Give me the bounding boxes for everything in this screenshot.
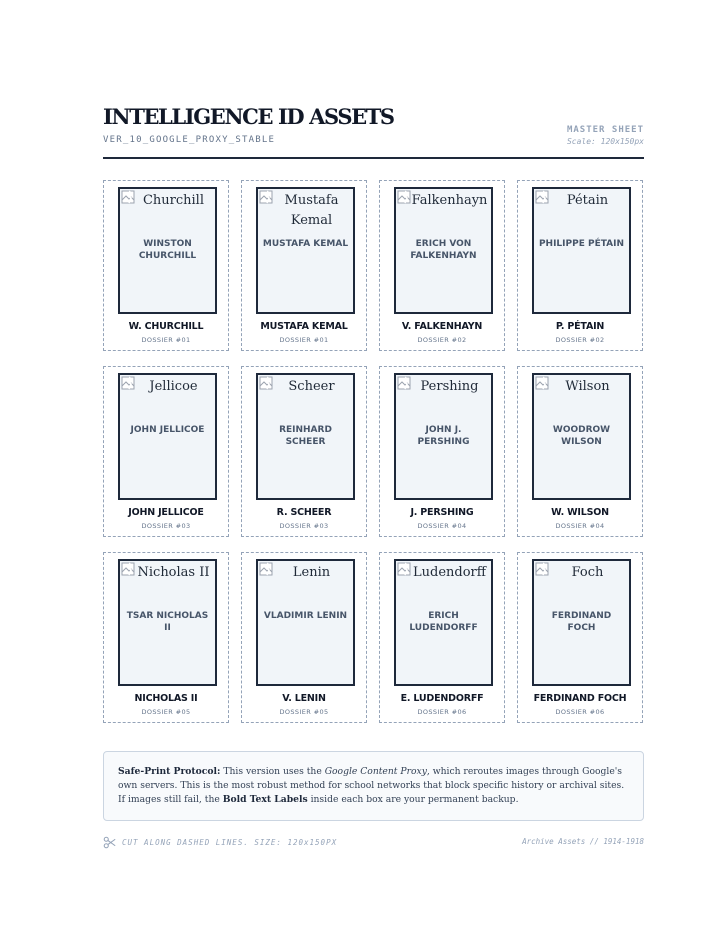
id-card (517, 180, 643, 351)
dossier-number: DOSSIER #01 (279, 336, 329, 344)
card-name: P. PÉTAIN (555, 321, 605, 332)
version-subtitle: VER_10_GOOGLE_PROXY_STABLE (103, 135, 276, 145)
card-name: NICHOLAS II (134, 693, 198, 704)
note-bold-labels: Bold Text Labels (222, 794, 308, 805)
note-lead: Safe-Print Protocol: (118, 766, 221, 777)
dossier-number: DOSSIER #06 (417, 708, 467, 716)
backup-text-label: MUSTAFA KEMAL (262, 239, 349, 249)
card-name: V. FALKENHAYN (401, 321, 483, 332)
photo-alt-text: Scheer (288, 379, 335, 394)
photo-frame (532, 373, 631, 500)
note-text-3: inside each box are your permanent backup. (307, 794, 519, 805)
id-card (103, 552, 229, 723)
backup-text-label: REINHARD SCHEER (279, 425, 332, 447)
card-name: JOHN JELLICOE (128, 507, 204, 518)
backup-text-label: WOODROW WILSON (552, 425, 611, 447)
dossier-number: DOSSIER #05 (279, 708, 329, 716)
card-name: W. CHURCHILL (128, 321, 204, 332)
card-name: V. LENIN (282, 693, 326, 704)
id-card (103, 366, 229, 537)
backup-text-label: ERICH LUDENDORFF (409, 611, 478, 633)
backup-text-label: ERICH VON FALKENHAYN (410, 239, 477, 261)
dossier-number: DOSSIER #02 (417, 336, 467, 344)
id-card (517, 366, 643, 537)
photo-frame (532, 187, 631, 314)
page-title: INTELLIGENCE ID ASSETS (103, 104, 394, 129)
dossier-number: DOSSIER #03 (279, 522, 329, 530)
photo-frame (256, 187, 355, 314)
header-divider (103, 157, 644, 159)
photo-alt-text: Churchill (142, 193, 205, 208)
archive-label: Archive Assets // 1914-1918 (522, 837, 644, 846)
dossier-number: DOSSIER #05 (141, 708, 191, 716)
note-text-1: This version uses the (220, 766, 325, 777)
id-card (103, 180, 229, 351)
cut-instructions (103, 836, 337, 849)
master-sheet-label: MASTER SHEET (566, 125, 644, 135)
photo-alt-text: Wilson (565, 379, 610, 394)
id-card (517, 552, 643, 723)
photo-frame (118, 373, 217, 500)
note-text-2: , which reroutes images through Google's own servers. This is the most robust method for school networks that block specific history or archival sites. If images still fail, the (118, 766, 625, 805)
photo-frame (256, 559, 355, 686)
photo-frame (118, 559, 217, 686)
card-name: MUSTAFA KEMAL (260, 321, 348, 332)
id-card (379, 552, 505, 723)
dossier-number: DOSSIER #01 (141, 336, 191, 344)
photo-alt-text: Mustafa Kemal (284, 193, 339, 228)
backup-text-label: WINSTON CHURCHILL (138, 239, 197, 261)
safe-print-note (103, 751, 644, 821)
id-card (241, 552, 367, 723)
note-proxy: Google Content Proxy (324, 766, 427, 777)
photo-frame (394, 373, 493, 500)
id-card (379, 180, 505, 351)
backup-text-label: FERDINAND FOCH (551, 611, 612, 633)
cut-text: CUT ALONG DASHED LINES. SIZE: 120x150PX (122, 838, 338, 847)
photo-alt-text: Pershing (420, 379, 479, 394)
dossier-number: DOSSIER #04 (417, 522, 467, 530)
photo-frame (394, 187, 493, 314)
card-name: R. SCHEER (276, 507, 332, 518)
id-card (241, 180, 367, 351)
photo-frame (532, 559, 631, 686)
photo-frame (394, 559, 493, 686)
card-name: J. PERSHING (410, 507, 474, 518)
backup-text-label: JOHN JELLICOE (130, 425, 205, 435)
photo-alt-text: Jellicoe (149, 379, 198, 394)
photo-alt-text: Nicholas II (137, 565, 210, 580)
id-card (241, 366, 367, 537)
dossier-number: DOSSIER #03 (141, 522, 191, 530)
backup-text-label: TSAR NICHOLAS II (126, 611, 209, 633)
photo-alt-text: Ludendorff (413, 565, 486, 580)
scale-label: Scale: 120x150px (566, 137, 644, 146)
card-name: E. LUDENDORFF (400, 693, 484, 704)
backup-text-label: JOHN J. PERSHING (417, 425, 470, 447)
dossier-number: DOSSIER #04 (555, 522, 605, 530)
photo-frame (118, 187, 217, 314)
photo-alt-text: Foch (571, 565, 604, 580)
photo-frame (256, 373, 355, 500)
dossier-number: DOSSIER #06 (555, 708, 605, 716)
photo-alt-text: Lenin (292, 565, 331, 580)
photo-alt-text: Falkenhayn (411, 193, 488, 208)
scissors-icon (103, 836, 116, 849)
card-name: W. WILSON (551, 507, 609, 518)
backup-text-label: VLADIMIR LENIN (263, 611, 348, 621)
photo-alt-text: Pétain (566, 193, 609, 208)
dossier-number: DOSSIER #02 (555, 336, 605, 344)
backup-text-label: PHILIPPE PÉTAIN (538, 239, 625, 249)
id-card (379, 366, 505, 537)
card-name: FERDINAND FOCH (533, 693, 627, 704)
